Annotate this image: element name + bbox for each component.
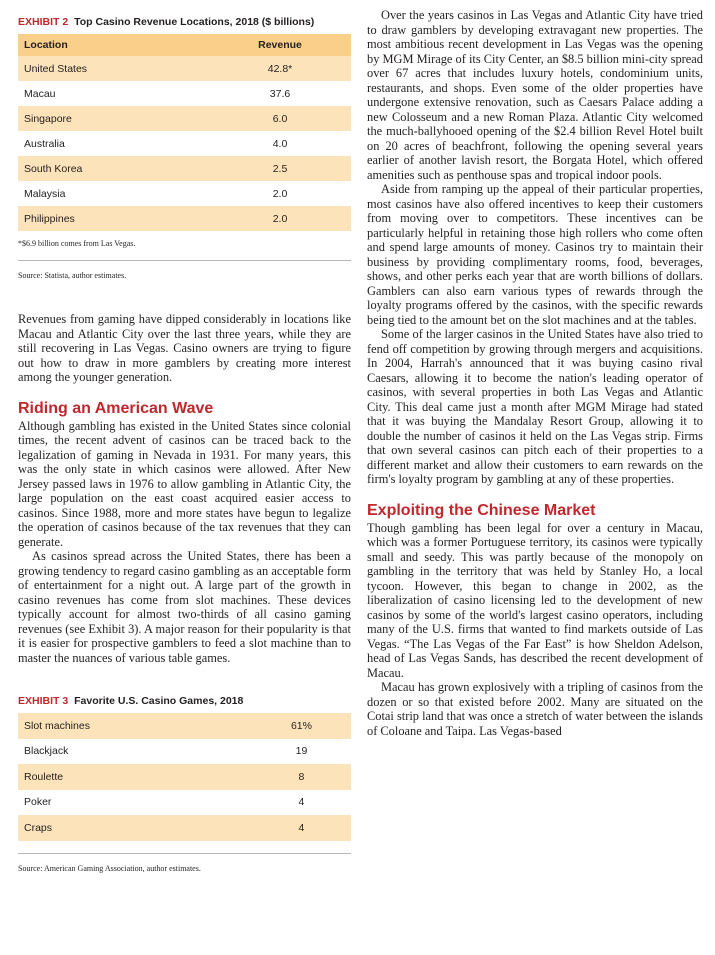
- share-cell: 19: [295, 745, 308, 758]
- exhibit-2-table: [18, 34, 351, 231]
- share-cell: 8: [252, 764, 351, 790]
- divider: [18, 853, 351, 854]
- location-cell: Malaysia: [24, 187, 66, 200]
- revenue-cell: 6.0: [209, 106, 351, 131]
- share-cell: 61%: [252, 713, 351, 739]
- exhibit-3-number: EXHIBIT 3: [18, 695, 69, 707]
- section-heading-chinese-market: Exploiting the Chinese Market: [367, 501, 596, 519]
- game-cell: Roulette: [18, 764, 252, 790]
- location-cell: Philippines: [18, 206, 209, 231]
- game-cell: Poker: [24, 796, 52, 809]
- exhibit-2-footnote: *$6.9 billion comes from Las Vegas.: [18, 239, 136, 248]
- table-row: [18, 815, 351, 841]
- revenue-cell: 4.0: [272, 137, 288, 150]
- share-cell: 4: [252, 815, 351, 841]
- game-cell: Slot machines: [18, 713, 252, 739]
- exhibit-2-caption: Top Casino Revenue Locations, 2018 ($ billions): [74, 16, 315, 28]
- revenue-cell: 2.0: [272, 187, 288, 200]
- table-row: [18, 56, 351, 81]
- location-cell: South Korea: [18, 156, 209, 181]
- game-cell: Blackjack: [24, 745, 69, 758]
- table-row: [18, 81, 351, 106]
- paragraph: Aside from ramping up the appeal of their particular properties, most casinos have also offered incentives to keep their customers from moving over to competitors. These incentives can be particularly helpful in retaining those high rollers who come often and spend large amounts of money. Casinos try to maintain their business by providing complimentary rooms, food, beverages, shows, and other perks each year that are worth billions of dollars. Gamblers can also earn various types of rewards through the loyalty programs offered by the casinos, with the specific rewards being tied to the amount bet on the slot machines and at the tables.: [367, 182, 703, 327]
- table-row: [18, 181, 351, 206]
- location-cell: Macau: [24, 87, 56, 100]
- paragraph: Over the years casinos in Las Vegas and Atlantic City have tried to draw gamblers by developing extravagant new properties. The most ambitious recent development in Las Vegas was the opening by MGM Mirage of its City Center, an $8.5 billion mini-city spread over 67 acres that includes luxury hotels, condominium units, restaurants, and shops. Even some of the older properties have undergone extensive renovation, such as Caesars Palace adding a new Colosseum and a new Roman Plaza. Atlantic City welcomed the much-ballyhooed opening of the $2.4 billion Revel Hotel built on 20 acres of beachfront, following the opening several years earlier of another lavish resort, the Borgata Hotel, which offered amenities such as penthouse spas and tropical indoor pools.: [367, 8, 703, 182]
- paragraph: As casinos spread across the United States, there has been a growing tendency to regard casino gambling as an acceptable form of entertainment for a night out. A large part of the growth in casino revenues has come from slot machines. These devices typically account for almost two-thirds of all casino gaming revenues (see Exhibit 3). A major reason for their popularity is that it is easier for prospective gamblers to feed a slot machine than to master the nuances of various table games.: [18, 549, 351, 665]
- revenue-cell: 2.0: [209, 206, 351, 231]
- intro-paragraph: Revenues from gaming have dipped considerably in locations like Macau and Atlantic City over the last three years, while they are still recovering in Las Vegas. Casino owners are trying to figure out how to draw in more gamblers by creating more interest among the younger generation.: [18, 312, 351, 384]
- table-row: [18, 790, 351, 816]
- location-cell: Australia: [24, 137, 65, 150]
- table-row: [18, 106, 351, 131]
- revenue-cell: 2.5: [209, 156, 351, 181]
- right-column: [367, 8, 703, 738]
- revenue-column-header: Revenue: [209, 34, 351, 56]
- exhibit-3-title: [18, 695, 351, 707]
- exhibit-3-source: Source: American Gaming Association, author estimates.: [18, 863, 201, 873]
- table-header-row: [18, 34, 351, 56]
- share-cell: 4: [298, 796, 305, 809]
- revenue-cell: 42.8*: [209, 56, 351, 81]
- game-cell: Craps: [18, 815, 252, 841]
- location-cell: Singapore: [18, 106, 209, 131]
- paragraph: Some of the larger casinos in the United States have also tried to fend off competition by growing through mergers and acquisitions. In 2004, Harrah's announced that it was buying casino rival Caesars, allowing it to become the nation's leading operator of casinos, with several properties in both Las Vegas and Atlantic City. This deal came just a month after MGM Mirage had stated that it was buying the Mandalay Resort Group, allowing it to double the number of casinos it held on the Las Vegas strip. Firms that own several casinos can pitch each of their properties to a different market and allow their customers to earn rewards on the firm's loyalty program by gambling at any of these properties.: [367, 327, 703, 486]
- table-row: [18, 156, 351, 181]
- location-column-header: Location: [18, 34, 209, 56]
- paragraph: Though gambling has been legal for over a century in Macau, which was a former Portuguese territory, its casinos were typically small and seedy. This was partly because of the monopoly on gambling in the territory that was held by Stanley Ho, a local tycoon. However, this began to change in 2002, as the liberalization of casino licensing led to the development of new casinos by some of the world's largest casino operators, including many of the U.S. firms that wanted to find markets outside of Las Vegas. “The Las Vegas of the Far East” is how Sheldon Adelson, head of Las Vegas Sands, has described the recent development of Macau.: [367, 520, 703, 680]
- exhibit-3-caption: Favorite U.S. Casino Games, 2018: [74, 695, 244, 707]
- table-row: [18, 764, 351, 790]
- exhibit-3-table: [18, 713, 351, 841]
- left-column: [18, 16, 351, 873]
- divider: [18, 260, 351, 261]
- table-row: [18, 206, 351, 231]
- exhibit-2-source: Source: Statista, author estimates.: [18, 271, 127, 280]
- exhibit-2-number: EXHIBIT 2: [18, 16, 69, 28]
- paragraph: Macau has grown explosively with a tripling of casinos from the dozen or so that existed before 2002. Many are situated on the Cotai strip land that was once a stretch of water between the islands of Coloane and Taipa. Las Vegas-based: [367, 680, 703, 738]
- table-row: [18, 739, 351, 765]
- revenue-cell: 37.6: [269, 87, 291, 100]
- paragraph: Although gambling has existed in the United States since colonial times, the recent advent of casinos can be traced back to the legalization of gaming in Nevada in 1931. For many years, this was the only state in which casinos were allowed. After New Jersey passed laws in 1976 to allow gambling in Atlantic City, the large population on the east coast acquired easier access to casinos. Since 1988, more and more states have begun to legalize the operation of casinos because of the tax revenues that they can generate.: [18, 418, 351, 549]
- location-cell: United States: [18, 56, 209, 81]
- exhibit-2-title: [18, 16, 351, 28]
- section-heading-american-wave: Riding an American Wave: [18, 399, 214, 417]
- table-row: [18, 713, 351, 739]
- table-row: [18, 131, 351, 156]
